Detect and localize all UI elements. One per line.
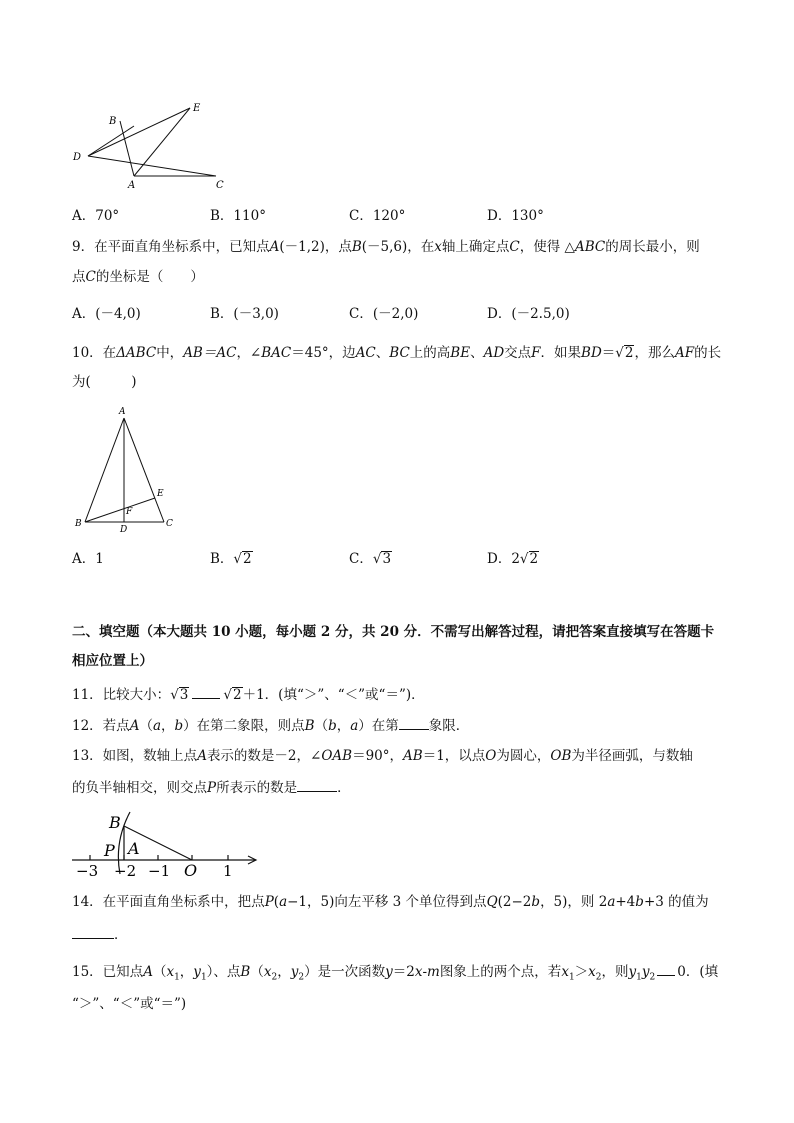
section-2-heading: 二、填空题（本大题共 10 小题，每小题 2 分，共 20 分．不需写出解答过程，请把答案直接填写在答题卡	[72, 624, 715, 640]
fig13-label-b: B	[109, 813, 121, 832]
q10-line-2: 为( )	[72, 374, 137, 390]
fig13-tick-1: 1	[223, 862, 233, 880]
q9-option-b[interactable]: B．(－3,0)	[210, 306, 279, 322]
q8-option-c[interactable]: C．120°	[349, 208, 406, 224]
q15-answer-blank[interactable]	[657, 961, 675, 976]
q10-option-d[interactable]: D．2√2	[487, 551, 539, 567]
q15-line-2: “＞”、“＜”或“＝”)	[72, 996, 187, 1012]
q10-option-b[interactable]: B．√2	[210, 551, 252, 567]
fig10-label-d: D	[120, 525, 128, 534]
fig8-label-b: B	[109, 116, 117, 127]
question-10-figure	[70, 402, 180, 534]
q10-option-a[interactable]: A．1	[72, 551, 104, 567]
q8-option-d[interactable]: D．130°	[487, 208, 544, 224]
fig8-label-a: A	[128, 180, 136, 191]
fig10-label-c: C	[166, 519, 173, 529]
q13-line-2: 的负半轴相交，则交点P所表示的数是 ．	[72, 777, 351, 798]
q8-option-b[interactable]: B．110°	[210, 208, 266, 224]
fig8-label-e: E	[193, 103, 201, 114]
q14-line-2: ．	[72, 924, 128, 945]
q14-answer-blank[interactable]	[72, 924, 114, 939]
q10-option-c[interactable]: C．√3	[349, 551, 392, 567]
fig13-tick-neg2: −2	[114, 862, 137, 880]
section-2-heading-cont: 相应位置上）	[72, 653, 153, 669]
q9-option-c[interactable]: C．(－2,0)	[349, 306, 419, 322]
fig13-label-p: P	[104, 841, 115, 860]
fig13-label-a: A	[128, 839, 140, 858]
q9-option-d[interactable]: D．(－2.5,0)	[487, 306, 570, 322]
q9-line-2: 点C的坐标是（ ）	[72, 269, 204, 285]
fig13-tick-neg3: −3	[76, 862, 99, 880]
fig10-label-f: F	[126, 507, 133, 517]
fig13-tick-neg1: −1	[148, 862, 171, 880]
q9-option-a[interactable]: A．(－4,0)	[72, 306, 141, 322]
q15-line-1: 15．已知点$A(x_1$，$y_1$）、点$B(x_2$，$y_2$）是一次函数y＝2x-m图象上的两个点，若$x_1>x_2$，则$y_1y_2$ 0．(填	[72, 961, 718, 988]
fig8-label-c: C	[216, 180, 224, 191]
q13-line-1: 13．如图，数轴上点A表示的数是－2，∠OAB＝90°，AB＝1，以点O为圆心，OB为半径画弧，与数轴	[72, 748, 693, 764]
q12-answer-blank[interactable]	[399, 715, 429, 730]
q13-answer-blank[interactable]	[297, 777, 337, 792]
fig10-label-e: E	[157, 489, 164, 499]
fig10-label-b: B	[75, 519, 82, 529]
fig10-label-a: A	[119, 407, 126, 417]
question-8-figure	[66, 96, 236, 196]
q8-option-a[interactable]: A．70°	[72, 208, 120, 224]
q12: 12．若点A（a，b）在第二象限，则点B（b，a）在第 象限．	[72, 715, 469, 736]
q11: 11．比较大小：√3 √2＋1．(填“＞”、“＜”或“＝”)．	[72, 684, 425, 705]
q14-line-1: 14．在平面直角坐标系中，把点P(a−1，5)向左平移 3 个单位得到点Q(2−2b，5)，则 2a+4b+3 的值为	[72, 894, 709, 910]
question-13-figure	[70, 808, 266, 880]
q11-answer-blank[interactable]	[192, 684, 220, 699]
q9-line-1: 9．在平面直角坐标系中，已知点A(－1,2)，点B(－5,6)，在x轴上确定点C，使得 △ABC的周长最小，则	[72, 239, 700, 255]
fig8-label-d: D	[73, 152, 82, 163]
q10-line-1: 10．在ΔABC中，AB＝AC，∠BAC＝45°，边AC、BC上的高BE、AD交点F．如果BD＝√2，那么AF的长	[72, 345, 722, 361]
fig13-label-o: O	[184, 861, 198, 880]
